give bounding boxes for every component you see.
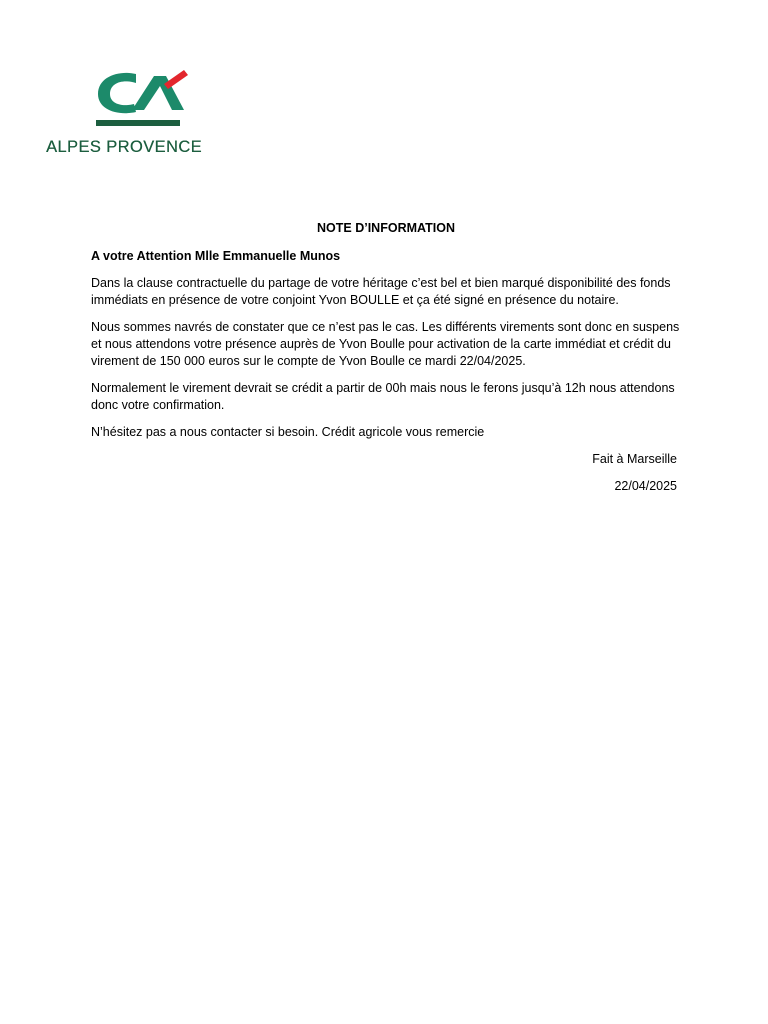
information-note <box>91 218 681 495</box>
paragraph: Normalement le virement devrait se crédit a partir de 00h mais nous le ferons jusqu’à 12h nous attendons donc votre confirmation. <box>91 381 675 412</box>
signature-place: Fait à Marseille <box>592 452 677 466</box>
paragraph: N’hésitez pas a nous contacter si besoin. Crédit agricole vous remercie <box>91 425 485 439</box>
document-title: NOTE D’INFORMATION <box>317 221 455 235</box>
paragraph: Nous sommes navrés de constater que ce n’est pas le cas. Les différents virements sont donc en suspens et nous attendons votre présence auprès de Yvon Boulle pour activation de la carte immédiat et crédit du virement de 150 000 euros sur le compte de Yvon Boulle ce mardi 22/04/2025. <box>91 320 680 368</box>
paragraph: Dans la clause contractuelle du partage de votre héritage c’est bel et bien marqué disponibilité des fonds immédiats en présence de votre conjoint Yvon BOULLE et ça été signé en présence du notaire. <box>91 276 671 307</box>
signature-date: 22/04/2025 <box>614 479 677 493</box>
brand-name: ALPES PROVENCE <box>46 138 202 156</box>
credit-agricole-logo-icon <box>92 66 192 132</box>
bank-logo <box>44 66 244 162</box>
recipient-line: A votre Attention Mlle Emmanuelle Munos <box>91 249 341 263</box>
